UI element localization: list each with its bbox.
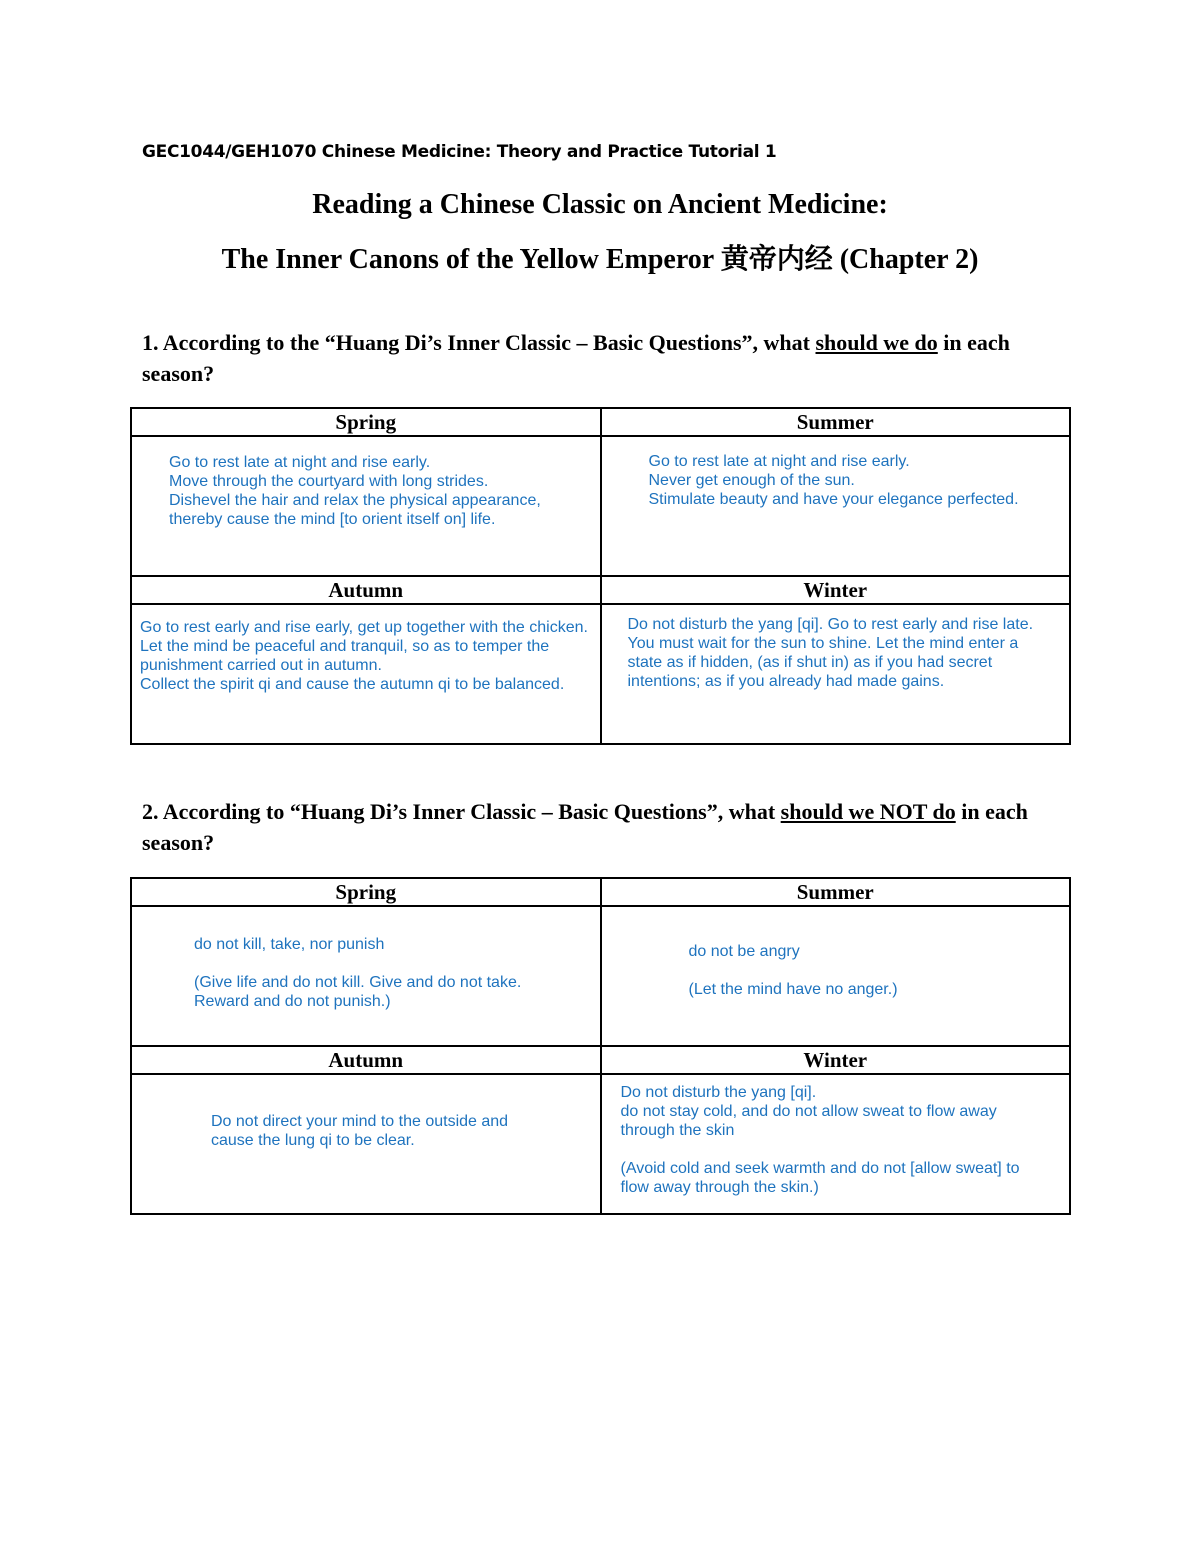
answer-line: punishment carried out in autumn. [140,657,382,674]
q2-cell-spring [131,906,601,1046]
q1-header-winter: Winter [601,576,1071,604]
q1-cell-summer [601,436,1071,576]
answer-line: Go to rest early and rise early, get up together with the chicken. [140,619,588,636]
q2-header-summer: Summer [601,878,1071,906]
page-subtitle: The Inner Canons of the Yellow Emperor 黄帝内经 (Chapter 2) [221,244,979,275]
q2-cell-summer [601,906,1071,1046]
answer-line: intentions; as if you already had made gains. [627,673,945,690]
answer-line: state as if hidden, (as if shut in) as if you had secret [627,654,993,671]
q1-autumn-answer [140,618,588,694]
answer-line: You must wait for the sun to shine. Let the mind enter a [627,635,1019,652]
course-header: GEC1044/GEH1070 Chinese Medicine: Theory and Practice Tutorial 1 [142,142,777,162]
answer-line: cause the lung qi to be clear. [211,1132,415,1149]
q2-cell-winter [601,1074,1071,1214]
q2-spring-answer [194,935,521,1011]
q1-header-autumn: Autumn [131,576,601,604]
answer-line: Move through the courtyard with long strides. [169,473,489,490]
question-2-suffix: in each season? [142,799,1028,855]
answer-note: Reward and do not punish.) [194,993,391,1010]
answer-line: Do not disturb the yang [qi]. Go to rest early and rise late. [627,616,1034,633]
question-2-prefix: 2. According to “Huang Di’s Inner Classic – Basic Questions”, what [142,799,781,824]
question-1-prefix: 1. According to the “Huang Di’s Inner Classic – Basic Questions”, what [142,330,816,355]
q2-season-table [130,877,1071,1215]
answer-line: thereby cause the mind [to orient itself on] life. [169,511,496,528]
q1-header-spring: Spring [131,408,601,436]
answer-line: Go to rest late at night and rise early. [648,453,910,470]
answer-note: (Let the mind have no anger.) [688,981,898,998]
q1-spring-answer [169,453,541,529]
q2-summer-answer [689,942,898,999]
answer-line: Do not disturb the yang [qi]. [620,1084,817,1101]
answer-line: do not be angry [688,943,800,960]
question-2-emphasis: should we NOT do [780,799,956,824]
answer-note: (Avoid cold and seek warmth and do not [allow sweat] to [620,1160,1020,1177]
q2-header-spring: Spring [131,878,601,906]
q2-header-winter: Winter [601,1046,1071,1074]
answer-line: Stimulate beauty and have your elegance perfected. [648,491,1019,508]
q2-winter-answer [621,1083,1020,1197]
question-2 [142,796,1072,858]
answer-line: do not kill, take, nor punish [194,936,385,953]
question-1-emphasis: should we do [815,330,938,355]
question-1-suffix: in each season? [142,330,1010,386]
q2-cell-autumn [131,1074,601,1214]
answer-line: Collect the spirit qi and cause the autumn qi to be balanced. [140,676,565,693]
q1-cell-spring [131,436,601,576]
answer-line: Never get enough of the sun. [648,472,855,489]
answer-line: do not stay cold, and do not allow sweat to flow away [620,1103,997,1120]
answer-line: Go to rest late at night and rise early. [169,454,431,471]
answer-line: Do not direct your mind to the outside and [211,1113,509,1130]
answer-line: through the skin [620,1122,735,1139]
q2-autumn-answer [211,1112,508,1150]
q1-season-table [130,407,1071,745]
question-1 [142,327,1072,389]
q1-cell-winter [601,604,1071,744]
q1-winter-answer [628,615,1034,691]
answer-line: Dishevel the hair and relax the physical appearance, [169,492,541,509]
q1-header-summer: Summer [601,408,1071,436]
q1-summer-answer [649,452,1019,509]
answer-line: Let the mind be peaceful and tranquil, so as to temper the [140,638,550,655]
answer-note: flow away through the skin.) [620,1179,819,1196]
q2-header-autumn: Autumn [131,1046,601,1074]
answer-note: (Give life and do not kill. Give and do not take. [194,974,522,991]
q1-cell-autumn [131,604,601,744]
page-title: Reading a Chinese Classic on Ancient Medicine: [312,189,888,220]
